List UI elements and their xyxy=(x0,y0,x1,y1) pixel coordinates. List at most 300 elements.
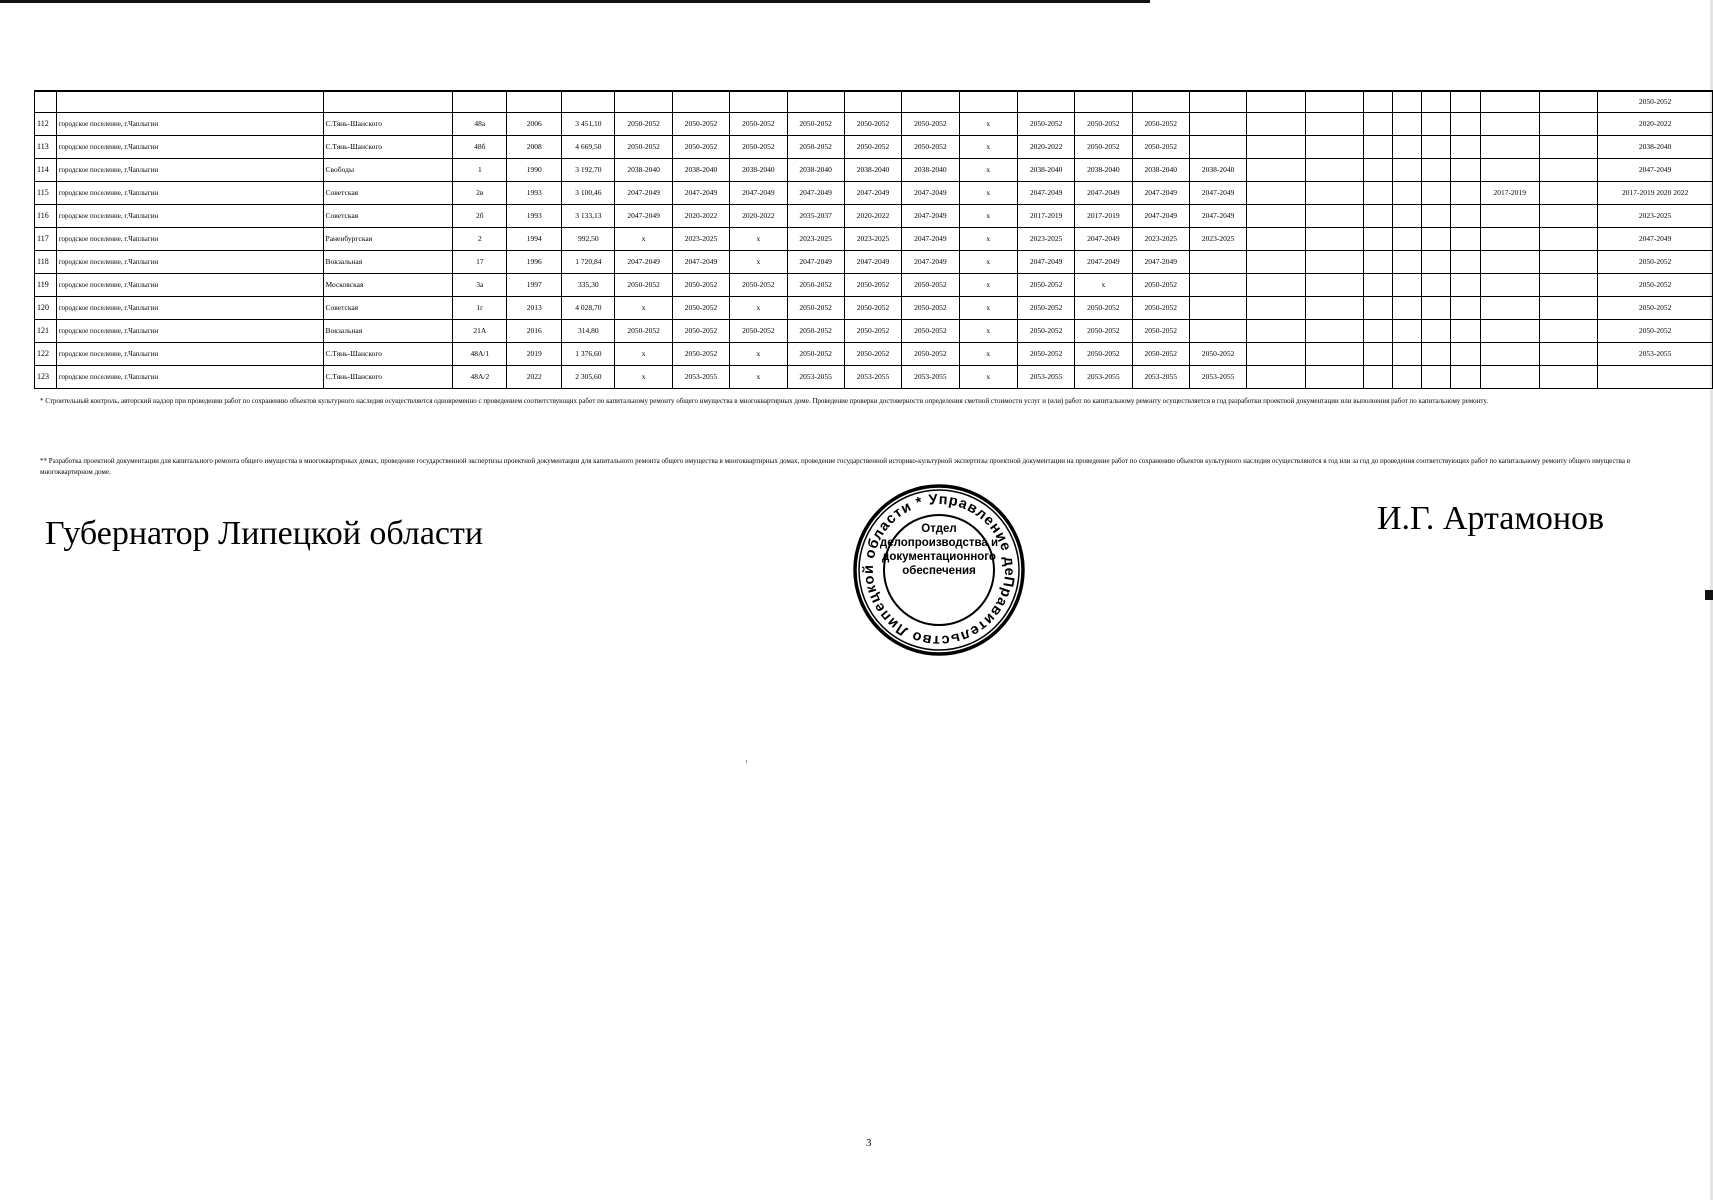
table-cell: 2 305,60 xyxy=(562,366,615,389)
street-cell: Вокзальная xyxy=(323,251,453,274)
table-cell: 2023-2025 xyxy=(672,228,729,251)
table-cell: 2050-2052 xyxy=(1598,274,1713,297)
table-cell: 2047-2049 xyxy=(1075,228,1132,251)
table-cell: 2047-2049 xyxy=(1132,205,1189,228)
table-cell: 3а xyxy=(453,274,507,297)
settlement-cell: городское поселение, г.Чаплыгин xyxy=(56,366,323,389)
table-cell xyxy=(1305,251,1363,274)
official-seal xyxy=(851,482,1027,658)
street-cell: Свободы xyxy=(323,159,453,182)
table-cell: 2038-2040 xyxy=(1017,159,1074,182)
table-cell: 2017-2019 xyxy=(1480,182,1539,205)
table-cell: х xyxy=(730,228,787,251)
table-row xyxy=(35,274,1713,297)
table-cell: 2050-2052 xyxy=(1075,343,1132,366)
signatory-name: И.Г. Артамонов xyxy=(1377,500,1605,537)
table-cell xyxy=(1247,113,1305,136)
table-cell xyxy=(1451,251,1480,274)
table-cell: 2050-2052 xyxy=(615,113,672,136)
table-cell: 2050-2052 xyxy=(787,320,844,343)
table-cell: х xyxy=(959,320,1017,343)
row-number-cell: 114 xyxy=(35,159,57,182)
table-cell: 4 669,50 xyxy=(562,136,615,159)
street-cell: С.Тянь-Шанского xyxy=(323,366,453,389)
table-cell: 2053-2055 xyxy=(1017,366,1074,389)
table-cell xyxy=(1305,297,1363,320)
table-cell xyxy=(1363,159,1392,182)
street-cell: Раненбургская xyxy=(323,228,453,251)
settlement-cell: городское поселение, г.Чаплыгин xyxy=(56,182,323,205)
table-cell: 2047-2049 xyxy=(1132,182,1189,205)
table-cell xyxy=(1247,136,1305,159)
table-cell: 2047-2049 xyxy=(1017,182,1074,205)
table-cell: 3 451,10 xyxy=(562,113,615,136)
table-cell: 2047-2049 xyxy=(844,251,901,274)
table-cell: х xyxy=(730,297,787,320)
street-cell: С.Тянь-Шанского xyxy=(323,343,453,366)
table-cell: 2023-2025 xyxy=(1132,228,1189,251)
table-cell: 2в xyxy=(453,182,507,205)
settlement-cell: городское поселение, г.Чаплыгин xyxy=(56,228,323,251)
table-cell: 2050-2052 xyxy=(672,274,729,297)
table-cell: 1 376,60 xyxy=(562,343,615,366)
table-cell xyxy=(1305,91,1363,113)
table-cell: 1 xyxy=(453,159,507,182)
table-cell xyxy=(1539,366,1597,389)
row-number-cell: 118 xyxy=(35,251,57,274)
settlement-cell: городское поселение, г.Чаплыгин xyxy=(56,343,323,366)
table-cell xyxy=(1539,113,1597,136)
table-cell xyxy=(1422,91,1451,113)
table-cell xyxy=(1393,297,1422,320)
table-cell xyxy=(1393,343,1422,366)
table-cell: 2050-2052 xyxy=(787,297,844,320)
table-cell xyxy=(1422,136,1451,159)
table-cell: 2017-2019 xyxy=(1017,205,1074,228)
table-cell xyxy=(1247,228,1305,251)
table-cell xyxy=(1247,366,1305,389)
table-cell: 1993 xyxy=(507,182,562,205)
seal-line-3: документационного xyxy=(882,551,996,563)
table-cell: 2047-2049 xyxy=(1189,205,1246,228)
table-cell: 2023-2025 xyxy=(1189,228,1246,251)
table-cell: 2047-2049 xyxy=(615,251,672,274)
housing-repair-table xyxy=(34,90,1713,389)
table-cell xyxy=(1189,320,1246,343)
table-cell: х xyxy=(615,343,672,366)
settlement-cell: городское поселение, г.Чаплыгин xyxy=(56,136,323,159)
table-cell: 2050-2052 xyxy=(730,320,787,343)
table-cell: 2020-2022 xyxy=(844,205,901,228)
table-cell xyxy=(1393,228,1422,251)
table-cell xyxy=(1480,251,1539,274)
table-cell xyxy=(1393,113,1422,136)
table-cell: 2038-2040 xyxy=(1075,159,1132,182)
table-cell: 335,30 xyxy=(562,274,615,297)
table-cell: 2023-2025 xyxy=(1017,228,1074,251)
table-cell xyxy=(1539,274,1597,297)
table-cell xyxy=(1422,113,1451,136)
table-cell: 2047-2049 xyxy=(902,205,959,228)
table-cell: 2017-2019 2020 2022 xyxy=(1598,182,1713,205)
table-cell xyxy=(1189,91,1246,113)
table-cell xyxy=(1305,182,1363,205)
street-cell: Советская xyxy=(323,182,453,205)
table-cell xyxy=(1393,91,1422,113)
table-row xyxy=(35,366,1713,389)
table-cell xyxy=(1363,366,1392,389)
table-cell xyxy=(1480,205,1539,228)
table-cell xyxy=(1075,91,1132,113)
street-cell: Советская xyxy=(323,297,453,320)
table-cell: 2047-2049 xyxy=(615,205,672,228)
table-cell: х xyxy=(1075,274,1132,297)
row-number-cell: 115 xyxy=(35,182,57,205)
table-cell xyxy=(730,91,787,113)
row-number-cell: 119 xyxy=(35,274,57,297)
table-cell: х xyxy=(730,343,787,366)
table-cell: 2050-2052 xyxy=(672,343,729,366)
table-cell: 2038-2040 xyxy=(730,159,787,182)
settlement-cell: городское поселение, г.Чаплыгин xyxy=(56,159,323,182)
table-cell: 2050-2052 xyxy=(1598,297,1713,320)
table-cell: 2050-2052 xyxy=(1598,320,1713,343)
page-number: 3 xyxy=(866,1137,872,1149)
table-cell: 3 133,13 xyxy=(562,205,615,228)
table-cell xyxy=(1539,297,1597,320)
table-cell: 2053-2055 xyxy=(1132,366,1189,389)
table-cell xyxy=(1422,159,1451,182)
table-cell: х xyxy=(959,274,1017,297)
right-edge-mark xyxy=(1705,590,1713,600)
table-cell xyxy=(1393,366,1422,389)
table-cell xyxy=(1393,159,1422,182)
table-cell xyxy=(1363,91,1392,113)
settlement-cell: городское поселение, г.Чаплыгин xyxy=(56,113,323,136)
table-cell: 2050-2052 xyxy=(902,297,959,320)
table-cell: 2047-2049 xyxy=(730,182,787,205)
table-cell: 2050-2052 xyxy=(902,320,959,343)
table-cell: 2050-2052 xyxy=(1132,274,1189,297)
table-cell: х xyxy=(615,297,672,320)
table-cell: 2050-2052 xyxy=(1132,343,1189,366)
table-cell: 2050-2052 xyxy=(844,274,901,297)
table-cell xyxy=(1189,251,1246,274)
row-number-cell: 120 xyxy=(35,297,57,320)
table-cell: х xyxy=(959,136,1017,159)
table-row xyxy=(35,182,1713,205)
table-cell xyxy=(1363,251,1392,274)
table-head-row xyxy=(35,91,1713,113)
table-cell: 2038-2040 xyxy=(615,159,672,182)
table-cell: 1997 xyxy=(507,274,562,297)
table-cell xyxy=(1451,343,1480,366)
seal-center-text xyxy=(851,522,1027,578)
table-cell: 2050-2052 xyxy=(1132,320,1189,343)
table-cell: 2047-2049 xyxy=(1017,251,1074,274)
table-cell xyxy=(1451,205,1480,228)
table-cell xyxy=(1451,136,1480,159)
table-cell xyxy=(787,91,844,113)
table-cell: 2020-2022 xyxy=(1017,136,1074,159)
table-cell: 2050-2052 xyxy=(672,136,729,159)
table-cell xyxy=(1451,159,1480,182)
table-cell: 2050-2052 xyxy=(902,113,959,136)
table-cell xyxy=(844,91,901,113)
table-cell xyxy=(453,91,507,113)
seal-line-1: Отдел xyxy=(921,523,957,535)
table-cell: 2050-2052 xyxy=(1017,113,1074,136)
table-cell: 2020-2022 xyxy=(1598,113,1713,136)
table-cell xyxy=(1393,182,1422,205)
table-cell: 2053-2055 xyxy=(1189,366,1246,389)
settlement-cell: городское поселение, г.Чаплыгин xyxy=(56,274,323,297)
table-cell: 2053-2055 xyxy=(1075,366,1132,389)
table-cell xyxy=(1480,274,1539,297)
row-number-cell: 113 xyxy=(35,136,57,159)
table-cell xyxy=(1422,205,1451,228)
table-cell xyxy=(959,91,1017,113)
table-cell: 2050-2052 xyxy=(1598,251,1713,274)
table-cell: 2038-2040 xyxy=(902,159,959,182)
table-cell xyxy=(1539,205,1597,228)
street-cell: Советская xyxy=(323,205,453,228)
table-cell: 2050-2052 xyxy=(787,343,844,366)
table-cell xyxy=(1247,274,1305,297)
seal-ring-text: Правительство Липецкой области * Управление делами xyxy=(860,491,1018,649)
table-row xyxy=(35,136,1713,159)
table-cell: 2047-2049 xyxy=(615,182,672,205)
table-cell: 2050-2052 xyxy=(1017,274,1074,297)
table-cell xyxy=(1393,205,1422,228)
table-cell xyxy=(1480,228,1539,251)
table-row xyxy=(35,113,1713,136)
seal-line-2: делопроизводства и xyxy=(879,537,999,549)
row-number-cell: 116 xyxy=(35,205,57,228)
table-cell: 2050-2052 xyxy=(844,320,901,343)
row-number-cell: 117 xyxy=(35,228,57,251)
table-cell xyxy=(1451,113,1480,136)
table-cell xyxy=(1247,159,1305,182)
table-cell xyxy=(1363,228,1392,251)
table-cell xyxy=(1422,366,1451,389)
table-cell xyxy=(1422,228,1451,251)
table-cell xyxy=(1247,320,1305,343)
row-number-cell: 121 xyxy=(35,320,57,343)
table-cell: 2050-2052 xyxy=(1075,320,1132,343)
table-cell xyxy=(1305,136,1363,159)
table-row xyxy=(35,159,1713,182)
table-cell: 2050-2052 xyxy=(787,274,844,297)
table-cell xyxy=(1539,136,1597,159)
table-cell xyxy=(1480,366,1539,389)
table-cell: 1990 xyxy=(507,159,562,182)
table-cell xyxy=(1247,182,1305,205)
table-cell: 2047-2049 xyxy=(1075,251,1132,274)
table-cell: 2050-2052 xyxy=(1189,343,1246,366)
table-cell: 1994 xyxy=(507,228,562,251)
table-cell: 2023-2025 xyxy=(844,228,901,251)
table-cell: 2047-2049 xyxy=(787,182,844,205)
table-cell: 2050-2052 xyxy=(787,113,844,136)
table-cell: 2038-2040 xyxy=(844,159,901,182)
table-cell xyxy=(1247,343,1305,366)
street-cell: Московская xyxy=(323,274,453,297)
table-cell: 2019 xyxy=(507,343,562,366)
table-cell: 48б xyxy=(453,136,507,159)
table-cell xyxy=(1305,274,1363,297)
table-cell: 3 192,70 xyxy=(562,159,615,182)
table-cell xyxy=(1480,91,1539,113)
table-cell: 2053-2055 xyxy=(672,366,729,389)
footnote-2: ** Разработка проектной документации для капитального ремонта общего имущества в многоквартирных домах, проведение государственной экспертизы проектной документации для капитального ремонта общего имущества в многоквартирных домах, проведение государственной историко-культурной экспертизы проектной документации на проведение работ по сохранению объектов культурного наследия осуществляются в год или за год до проведения соответствующих работ по капитальному ремонту общего имущества в многоквартирном доме. xyxy=(40,457,1630,476)
table-cell: 2047-2049 xyxy=(672,182,729,205)
table-cell: 314,80 xyxy=(562,320,615,343)
table-cell: 2 xyxy=(453,228,507,251)
table-cell: 2017-2019 xyxy=(1075,205,1132,228)
table-row xyxy=(35,251,1713,274)
street-cell: С.Тянь-Шанского xyxy=(323,136,453,159)
table-cell: 1 720,84 xyxy=(562,251,615,274)
table-cell: 48А/1 xyxy=(453,343,507,366)
table-cell: 21А xyxy=(453,320,507,343)
table-cell xyxy=(56,91,323,113)
table-cell xyxy=(1539,251,1597,274)
table-cell xyxy=(1451,297,1480,320)
table-cell xyxy=(507,91,562,113)
table-cell: х xyxy=(615,366,672,389)
table-cell: 2050-2052 xyxy=(672,320,729,343)
table-cell: х xyxy=(959,182,1017,205)
table-cell: 2047-2049 xyxy=(1189,182,1246,205)
table-cell: 2050-2052 xyxy=(902,343,959,366)
table-cell xyxy=(1247,205,1305,228)
table-cell: 2053-2055 xyxy=(787,366,844,389)
table-cell xyxy=(1363,205,1392,228)
table-cell: 2047-2049 xyxy=(672,251,729,274)
settlement-cell: городское поселение, г.Чаплыгин xyxy=(56,251,323,274)
table-cell: 992,50 xyxy=(562,228,615,251)
table-cell: 2050-2052 xyxy=(1075,136,1132,159)
table-cell xyxy=(1451,320,1480,343)
table-cell xyxy=(1539,159,1597,182)
row-number-cell: 112 xyxy=(35,113,57,136)
table-cell: 2013 xyxy=(507,297,562,320)
table-cell: 2038-2040 xyxy=(1189,159,1246,182)
row-number-cell: 122 xyxy=(35,343,57,366)
table-cell: 2020-2022 xyxy=(730,205,787,228)
table-cell xyxy=(1305,228,1363,251)
table-cell: х xyxy=(730,251,787,274)
table-cell: 2050-2052 xyxy=(1075,297,1132,320)
table-row xyxy=(35,343,1713,366)
table-cell xyxy=(1539,320,1597,343)
table-cell xyxy=(1539,91,1597,113)
table-cell: 2050-2052 xyxy=(615,274,672,297)
table-cell: х xyxy=(959,343,1017,366)
table-cell: х xyxy=(959,113,1017,136)
table-cell: 2047-2049 xyxy=(1598,159,1713,182)
table-cell: 2038-2040 xyxy=(787,159,844,182)
table-cell xyxy=(1305,113,1363,136)
table-cell xyxy=(1363,343,1392,366)
table-cell: 2050-2052 xyxy=(1598,91,1713,113)
table-cell xyxy=(1480,113,1539,136)
table-cell: 2023-2025 xyxy=(787,228,844,251)
table-cell xyxy=(1451,366,1480,389)
table-cell: 2050-2052 xyxy=(787,136,844,159)
footnote-1: * Строительный контроль, авторский надзор при проведении работ по сохранению объектов культурного наследия осуществляется одновременно с проведением соответствующих работ по капитальному ремонту общего имущества в многоквартирных доме. Проведение проверки достоверности определения сметной стоимости услуг и (или) работ по капитальному ремонту осуществляется в год разработки проектной документации или выполнения работ по капитальному ремонту. xyxy=(40,397,1488,405)
table-cell xyxy=(1598,366,1713,389)
table-cell xyxy=(1422,182,1451,205)
street-cell: С.Тянь-Шанского xyxy=(323,113,453,136)
table-cell xyxy=(672,91,729,113)
table-cell: 2047-2049 xyxy=(902,182,959,205)
table-cell xyxy=(1451,274,1480,297)
table-cell xyxy=(1132,91,1189,113)
table-cell xyxy=(902,91,959,113)
table-cell xyxy=(1017,91,1074,113)
table-cell: 2047-2049 xyxy=(1132,251,1189,274)
table-cell: 2050-2052 xyxy=(730,274,787,297)
table-cell xyxy=(1480,297,1539,320)
table-cell xyxy=(1363,320,1392,343)
table-cell: х xyxy=(615,228,672,251)
table-cell: 1г xyxy=(453,297,507,320)
top-border-line xyxy=(0,0,1150,3)
table-cell: 2022 xyxy=(507,366,562,389)
table-cell xyxy=(1539,228,1597,251)
table-cell: 2047-2049 xyxy=(1598,228,1713,251)
table-cell xyxy=(1393,320,1422,343)
table-cell xyxy=(1247,297,1305,320)
table-cell: 2023-2025 xyxy=(1598,205,1713,228)
table-cell: 2б xyxy=(453,205,507,228)
row-number-cell: 123 xyxy=(35,366,57,389)
table-cell xyxy=(1422,251,1451,274)
table-cell: 2050-2052 xyxy=(1132,136,1189,159)
table-cell: 2050-2052 xyxy=(672,113,729,136)
table-cell xyxy=(323,91,453,113)
table-cell xyxy=(1451,91,1480,113)
table-cell: 48а xyxy=(453,113,507,136)
table-cell: 4 028,70 xyxy=(562,297,615,320)
table-cell: 2053-2055 xyxy=(1598,343,1713,366)
table-cell xyxy=(1451,182,1480,205)
table-cell: 2050-2052 xyxy=(844,113,901,136)
table-cell: 2006 xyxy=(507,113,562,136)
table-cell: 2050-2052 xyxy=(1132,297,1189,320)
table-cell xyxy=(1305,205,1363,228)
table-cell xyxy=(1305,320,1363,343)
governor-title: Губернатор Липецкой области xyxy=(45,515,484,552)
table-cell: 2053-2055 xyxy=(844,366,901,389)
table-cell: х xyxy=(959,251,1017,274)
table-cell: 2050-2052 xyxy=(1017,343,1074,366)
table-cell xyxy=(1363,274,1392,297)
table-cell xyxy=(1422,274,1451,297)
table-cell: 2050-2052 xyxy=(902,274,959,297)
table-cell xyxy=(1539,343,1597,366)
table-cell xyxy=(1480,343,1539,366)
table-cell xyxy=(1189,297,1246,320)
table-cell xyxy=(1422,297,1451,320)
table-cell: 2035-2037 xyxy=(787,205,844,228)
table-cell: 2050-2052 xyxy=(1017,297,1074,320)
table-cell: 17 xyxy=(453,251,507,274)
table-cell: 2047-2049 xyxy=(844,182,901,205)
table-cell: 2038-2040 xyxy=(1132,159,1189,182)
